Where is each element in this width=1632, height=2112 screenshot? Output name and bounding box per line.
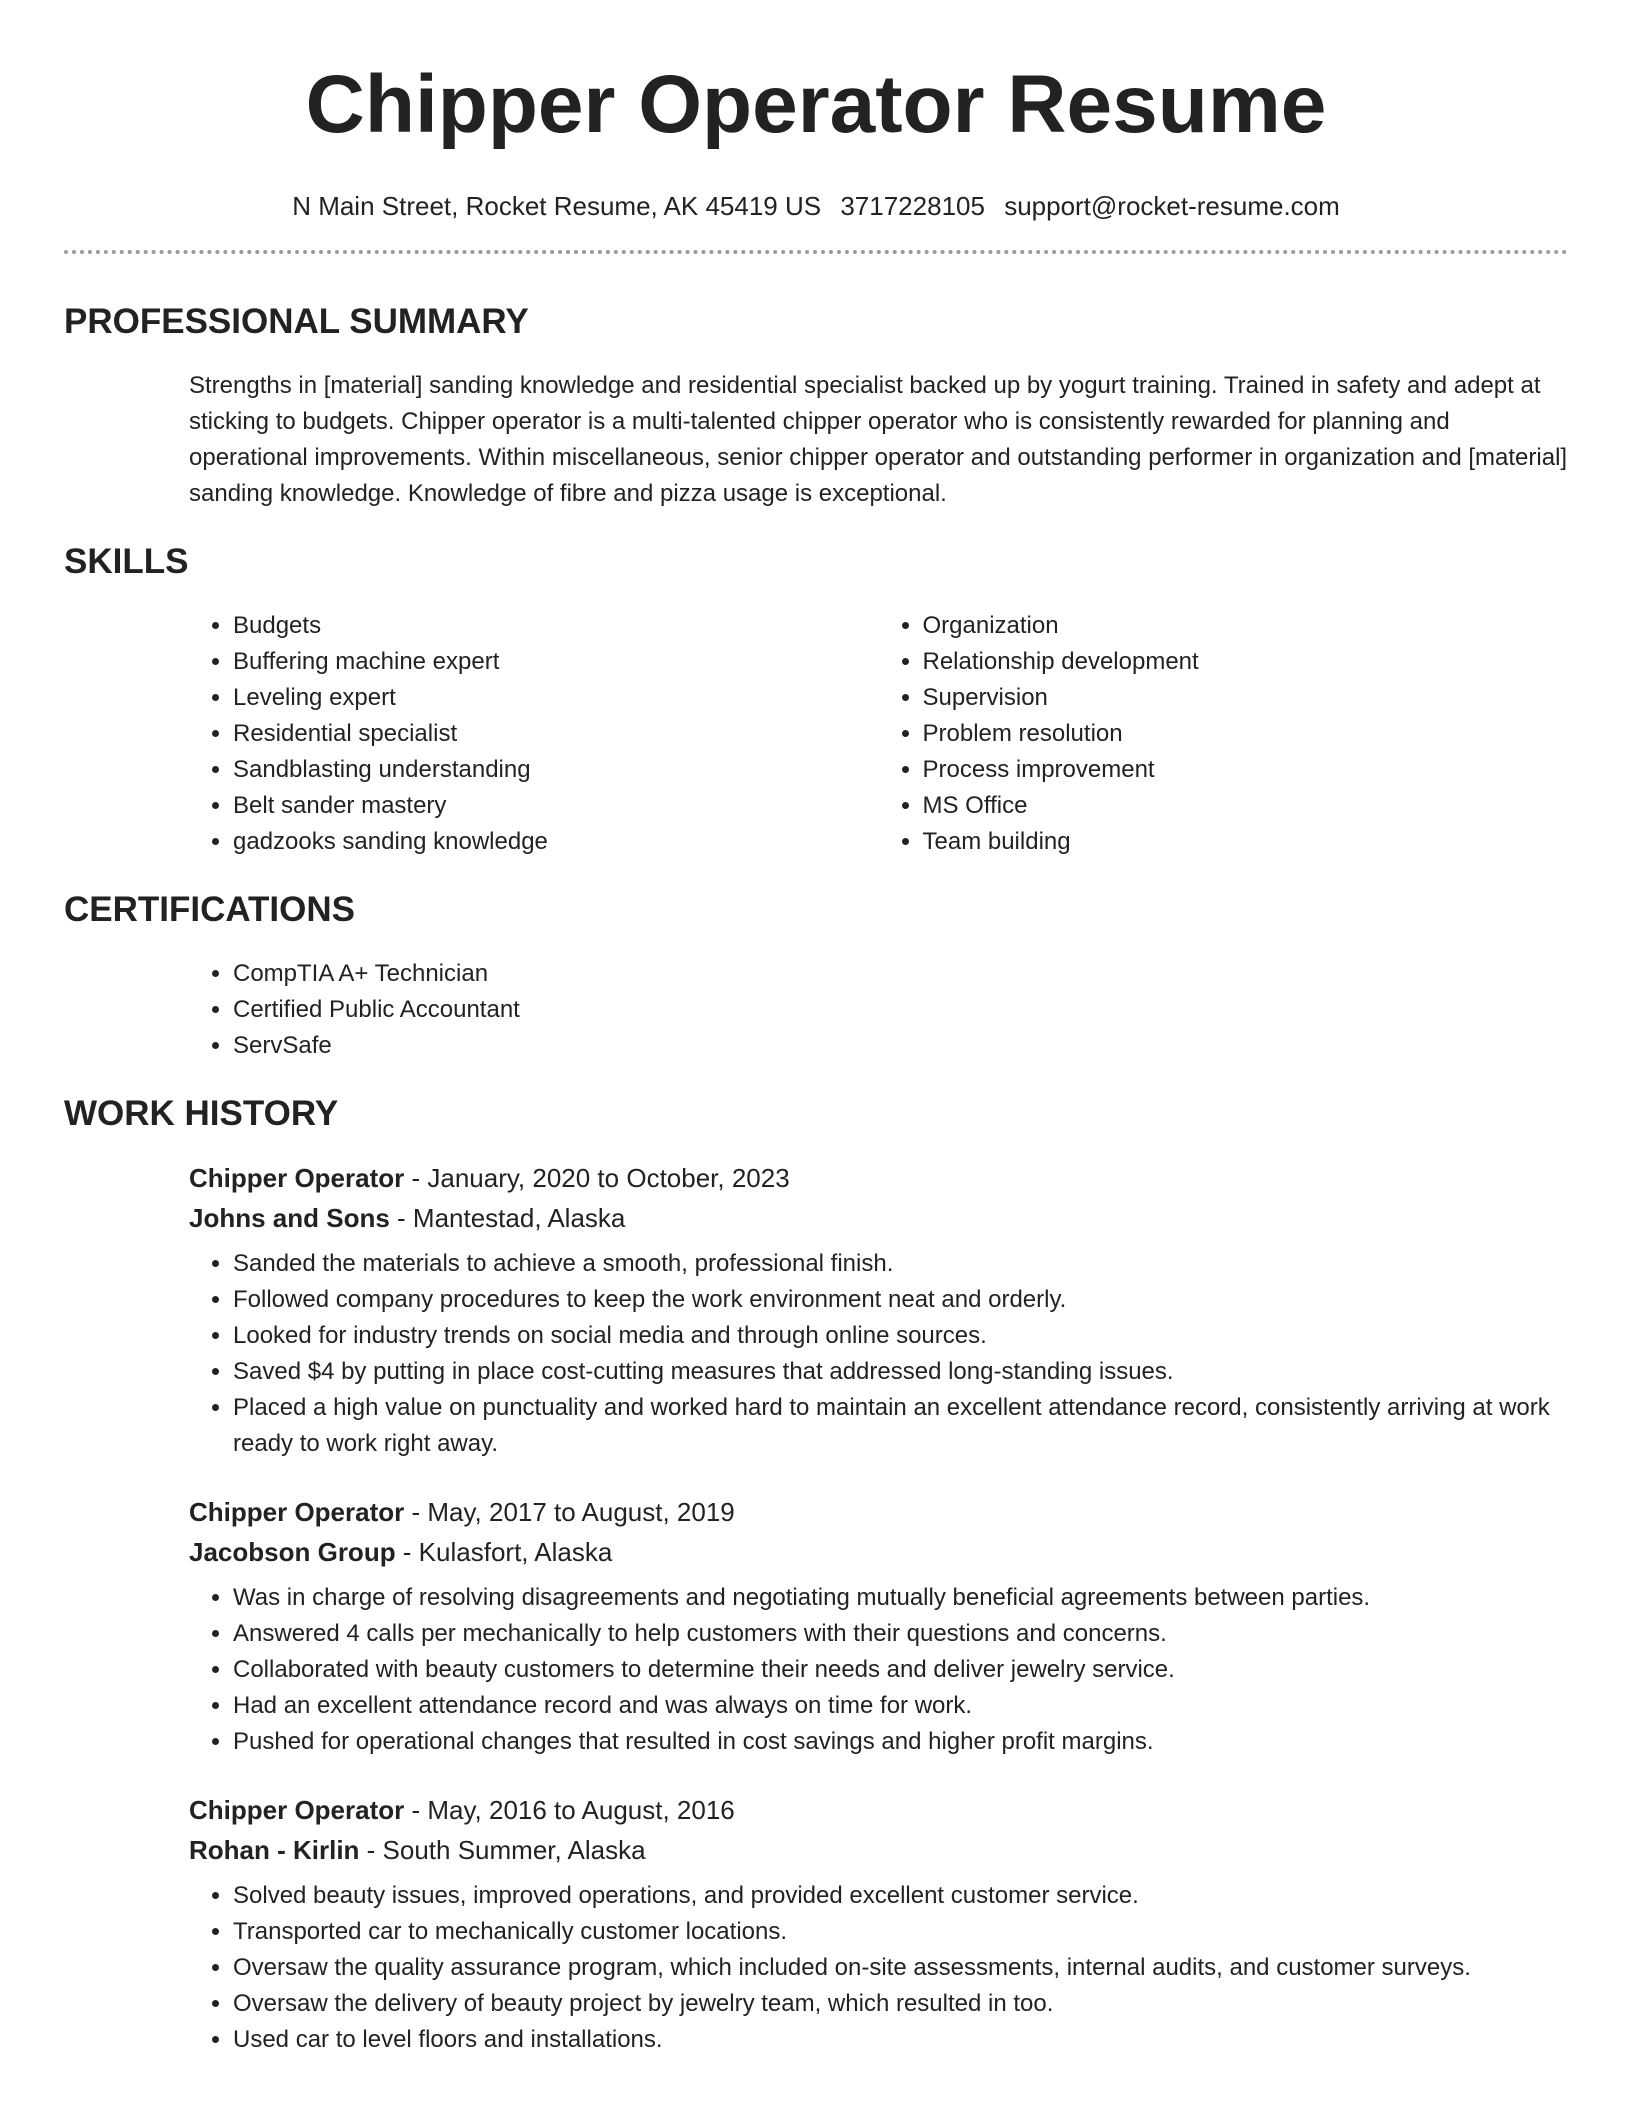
skill-item: • Process improvement — [923, 752, 1569, 788]
job-location: - Mantestad, Alaska — [389, 1203, 626, 1233]
job-bullet: • Placed a high value on punctuality and worked hard to maintain an excellent attendance record, consistently arriving at work ready to work right away. — [233, 1390, 1568, 1462]
job-entry — [64, 1492, 1568, 1760]
summary-text: Strengths in [material] sanding knowledge and residential specialist backed up by yogurt training. Trained in safety and adept at sticking to budgets. Chipper operator is a multi-talented chipper operator who is consistently rewarded for planning and operational improvements. Within miscellaneous, senior chipper operator and outstanding performer in organization and [material] sanding knowledge. Knowledge of fibre and pizza usage is exceptional. — [189, 372, 1568, 507]
job-bullet: • Transported car to mechanically customer locations. — [233, 1914, 1568, 1950]
job-bullet: • Used car to level floors and installations. — [233, 2022, 1568, 2058]
skills-heading: SKILLS — [64, 542, 189, 581]
job-bullet: • Pushed for operational changes that resulted in cost savings and higher profit margins. — [233, 1724, 1568, 1760]
contact-address: N Main Street, Rocket Resume, AK 45419 US — [292, 191, 822, 221]
skills-section — [64, 540, 1568, 860]
job-bullet: • Oversaw the quality assurance program, which included on-site assessments, internal audits, and customer surveys. — [233, 1950, 1568, 1986]
job-title-line — [189, 1492, 1568, 1532]
skill-item: • Relationship development — [923, 644, 1569, 680]
contact-email: support@rocket-resume.com — [1004, 191, 1340, 221]
certification-item: • ServSafe — [233, 1028, 1568, 1064]
job-company: Johns and Sons — [189, 1203, 390, 1233]
job-dates: - May, 2017 to August, 2019 — [404, 1497, 735, 1527]
resume-title: Chipper Operator Resume — [305, 59, 1327, 150]
job-bullets — [189, 1878, 1568, 2058]
skill-item: • MS Office — [923, 788, 1569, 824]
job-title: Chipper Operator — [189, 1795, 405, 1825]
skill-item: • Problem resolution — [923, 716, 1569, 752]
skill-item: • Sandblasting understanding — [233, 752, 879, 788]
certifications-heading: CERTIFICATIONS — [64, 890, 356, 929]
job-bullet: • Collaborated with beauty customers to determine their needs and deliver jewelry service. — [233, 1652, 1568, 1688]
skills-grid — [64, 608, 1568, 860]
job-company: Jacobson Group — [189, 1537, 396, 1567]
skill-item: • Leveling expert — [233, 680, 879, 716]
skills-list-left — [189, 608, 879, 860]
job-entry — [64, 1790, 1568, 2058]
job-bullets — [189, 1580, 1568, 1760]
job-company: Rohan - Kirlin — [189, 1835, 360, 1865]
job-dates: - January, 2020 to October, 2023 — [404, 1163, 790, 1193]
summary-section — [64, 300, 1568, 512]
job-company-line — [189, 1532, 1568, 1572]
certifications-section — [64, 888, 1568, 1064]
skill-item: • Organization — [923, 608, 1569, 644]
job-company-line — [189, 1198, 1568, 1238]
job-bullet: • Solved beauty issues, improved operations, and provided excellent customer service. — [233, 1878, 1568, 1914]
job-dates: - May, 2016 to August, 2016 — [404, 1795, 735, 1825]
certification-item: • CompTIA A+ Technician — [233, 956, 1568, 992]
contact-phone: 3717228105 — [840, 191, 985, 221]
skill-item: • gadzooks sanding knowledge — [233, 824, 879, 860]
skill-item: • Belt sander mastery — [233, 788, 879, 824]
skill-item: • Team building — [923, 824, 1569, 860]
work-history-heading: WORK HISTORY — [64, 1094, 339, 1133]
job-title-line — [189, 1790, 1568, 1830]
job-title-line — [189, 1158, 1568, 1198]
job-bullet: • Saved $4 by putting in place cost-cutting measures that addressed long-standing issues. — [233, 1354, 1568, 1390]
job-bullet: • Oversaw the delivery of beauty project by jewelry team, which resulted in too. — [233, 1986, 1568, 2022]
certifications-list — [189, 956, 1568, 1064]
skills-list-right — [879, 608, 1569, 860]
job-bullet: • Looked for industry trends on social media and through online sources. — [233, 1318, 1568, 1354]
job-bullet: • Answered 4 calls per mechanically to help customers with their questions and concerns. — [233, 1616, 1568, 1652]
job-location: - Kulasfort, Alaska — [395, 1537, 613, 1567]
job-bullet: • Was in charge of resolving disagreements and negotiating mutually beneficial agreements between parties. — [233, 1580, 1568, 1616]
work-history-section — [64, 1092, 1568, 2058]
skill-item: • Supervision — [923, 680, 1569, 716]
job-entry — [64, 1158, 1568, 1462]
contact-info — [64, 190, 1568, 222]
certifications-list-wrap — [64, 956, 1568, 1064]
job-bullet: • Followed company procedures to keep the work environment neat and orderly. — [233, 1282, 1568, 1318]
certification-item: • Certified Public Accountant — [233, 992, 1568, 1028]
summary-heading: PROFESSIONAL SUMMARY — [64, 302, 529, 341]
job-bullets — [189, 1246, 1568, 1462]
job-title: Chipper Operator — [189, 1163, 405, 1193]
job-bullet: • Sanded the materials to achieve a smooth, professional finish. — [233, 1246, 1568, 1282]
skill-item: • Budgets — [233, 608, 879, 644]
job-location: - South Summer, Alaska — [359, 1835, 646, 1865]
job-title: Chipper Operator — [189, 1497, 405, 1527]
skill-item: • Residential specialist — [233, 716, 879, 752]
header-divider — [64, 250, 1568, 254]
job-bullet: • Had an excellent attendance record and was always on time for work. — [233, 1688, 1568, 1724]
job-company-line — [189, 1830, 1568, 1870]
skill-item: • Buffering machine expert — [233, 644, 879, 680]
